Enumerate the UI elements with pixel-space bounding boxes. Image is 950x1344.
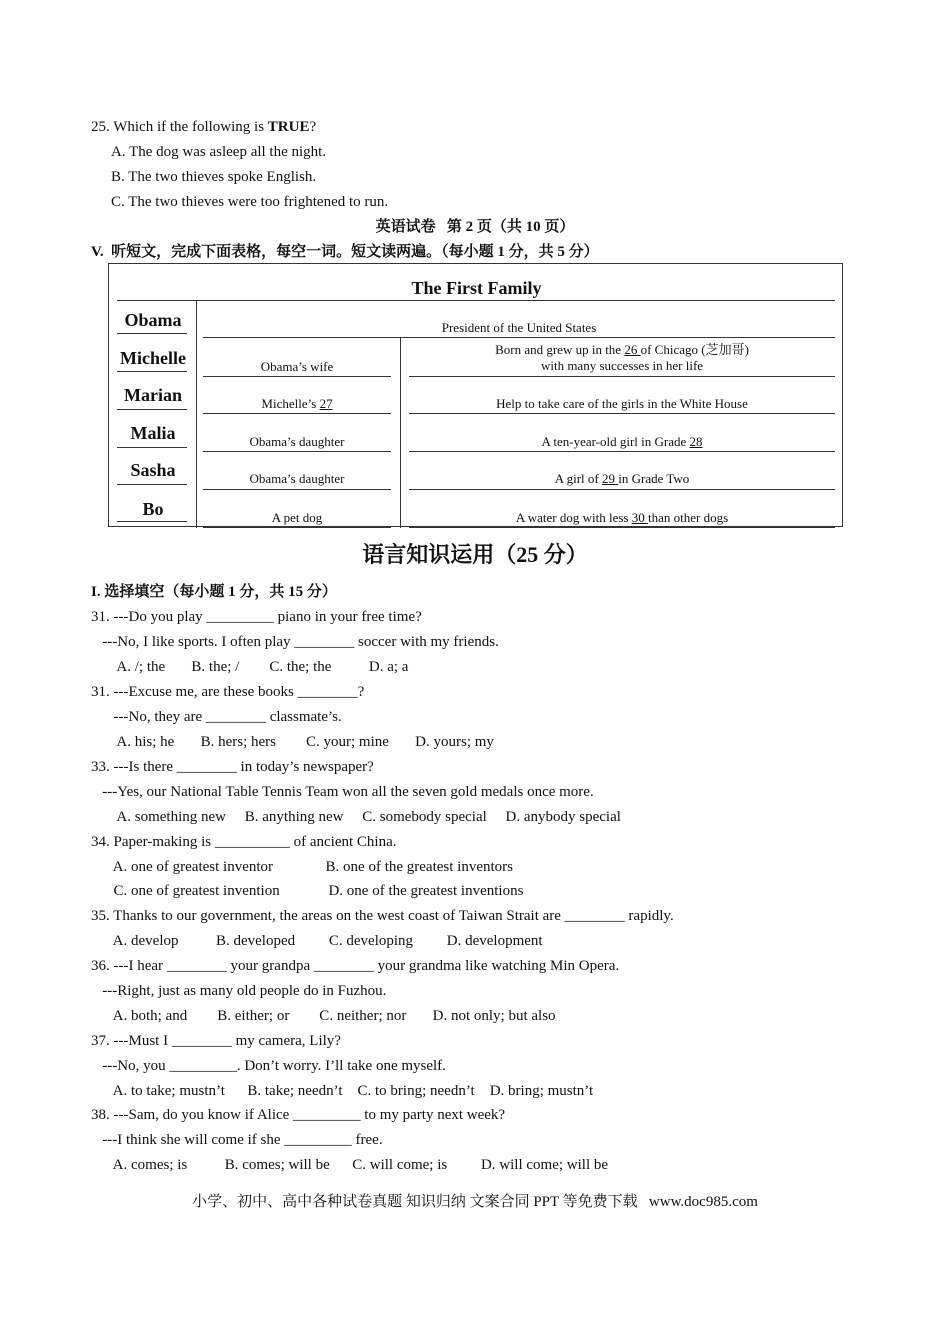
table-title: The First Family (411, 278, 542, 298)
q25-option-b: B. The two thieves spoke English. (111, 169, 317, 185)
question-line: ---Yes, our National Table Tennis Team won all the seven gold medals once more. (91, 784, 594, 800)
question-options: A. develop B. developed C. developing D. development (91, 933, 543, 949)
question-line: 31. ---Do you play _________ piano in your free time? (91, 609, 422, 625)
q25-option-a: A. The dog was asleep all the night. (111, 144, 327, 160)
question-line: 36. ---I hear ________ your grandpa ________ your grandma like watching Min Opera. (91, 958, 620, 974)
table-rule (203, 489, 391, 490)
name-sasha: Sasha (130, 460, 176, 480)
question-options: A. his; he B. hers; hers C. your; mine D. yours; my (91, 734, 494, 750)
table-rule (203, 337, 835, 338)
name-michelle: Michelle (120, 348, 186, 368)
section-v-heading: V. 听短文，完成下面表格，每空一词。短文读两遍。（每小题 1 分，共 5 分） (91, 244, 599, 260)
blank-28: 28 (689, 434, 703, 449)
table-rule (117, 521, 187, 522)
table-rule (117, 409, 187, 410)
language-knowledge-title: 语言知识运用（25 分） (362, 542, 588, 567)
question-options: A. something new B. anything new C. somebody special D. anybody special (91, 809, 621, 825)
question-options: A. both; and B. either; or C. neither; nor D. not only; but also (91, 1008, 556, 1024)
blank-27: 27 (319, 396, 333, 411)
question-line: ---No, you _________. Don’t worry. I’ll take one myself. (91, 1058, 446, 1074)
question-line: ---No, they are ________ classmate’s. (91, 709, 342, 725)
blank-26: 26 (624, 342, 641, 357)
question-options: A. one of greatest inventor B. one of the greatest inventors (91, 859, 513, 875)
section-i-heading: I. 选择填空（每小题 1 分，共 15 分） (91, 584, 337, 600)
name-malia: Malia (130, 423, 176, 443)
table-rule (117, 333, 187, 334)
table-rule (203, 376, 391, 377)
table-rule (117, 447, 187, 448)
question-line: 31. ---Excuse me, are these books ________? (91, 684, 365, 700)
table-rule (203, 527, 391, 528)
detail-michelle: Born and grew up in the 26 of Chicago (芝加哥) with many successes in her life (495, 342, 749, 373)
first-family-table (108, 263, 843, 527)
table-rule (409, 376, 835, 377)
question-line: 34. Paper-making is __________ of ancient China. (91, 834, 397, 850)
footer-text: 小学、初中、高中各种试卷真题 知识归纳 文案合同 PPT 等免费下载 www.doc985.com (192, 1194, 758, 1210)
question-line: 35. Thanks to our government, the areas on the west coast of Taiwan Strait are ________ rapidly. (91, 908, 674, 924)
role-marian: Michelle’s 27 (261, 396, 333, 411)
page-label: 英语试卷 第 2 页（共 10 页） (375, 219, 575, 235)
table-rule (409, 413, 835, 414)
blank-30: 30 (631, 510, 648, 525)
question-options: C. one of greatest invention D. one of the greatest inventions (91, 883, 524, 899)
question-line: 37. ---Must I ________ my camera, Lily? (91, 1033, 341, 1049)
question-line: 33. ---Is there ________ in today’s newspaper? (91, 759, 374, 775)
detail-bo: A water dog with less 30 than other dogs (515, 510, 729, 525)
table-column-rule (400, 338, 401, 528)
question-line: ---No, I like sports. I often play ________ soccer with my friends. (91, 634, 499, 650)
detail-obama: President of the United States (441, 320, 597, 335)
table-rule (117, 484, 187, 485)
name-bo: Bo (142, 499, 164, 519)
name-marian: Marian (124, 385, 182, 405)
q25-option-c: C. The two thieves were too frightened to run. (111, 194, 389, 210)
name-obama: Obama (124, 310, 182, 330)
blank-29: 29 (602, 471, 619, 486)
role-malia: Obama’s daughter (249, 434, 345, 449)
detail-marian: Help to take care of the girls in the White House (496, 396, 748, 411)
table-rule (203, 413, 391, 414)
role-sasha: Obama’s daughter (249, 471, 345, 486)
detail-malia: A ten-year-old girl in Grade 28 (541, 434, 703, 449)
q25-stem: 25. Which if the following is TRUE? (91, 119, 317, 135)
question-line: ---I think she will come if she _________ free. (91, 1132, 383, 1148)
role-michelle: Obama’s wife (260, 359, 334, 374)
table-rule (409, 451, 835, 452)
role-bo: A pet dog (271, 510, 323, 525)
table-rule (117, 371, 187, 372)
table-column-rule (196, 301, 197, 528)
table-rule (409, 489, 835, 490)
question-options: A. comes; is B. comes; will be C. will come; is D. will come; will be (91, 1157, 609, 1173)
question-line: 38. ---Sam, do you know if Alice _________ to my party next week? (91, 1107, 506, 1123)
question-line: ---Right, just as many old people do in Fuzhou. (91, 983, 387, 999)
table-rule (203, 451, 391, 452)
question-options: A. /; the B. the; / C. the; the D. a; a (91, 659, 409, 675)
table-rule (409, 527, 835, 528)
detail-sasha: A girl of 29 in Grade Two (554, 471, 690, 486)
table-rule (117, 300, 835, 301)
question-options: A. to take; mustn’t B. take; needn’t C. to bring; needn’t D. bring; mustn’t (91, 1083, 594, 1099)
